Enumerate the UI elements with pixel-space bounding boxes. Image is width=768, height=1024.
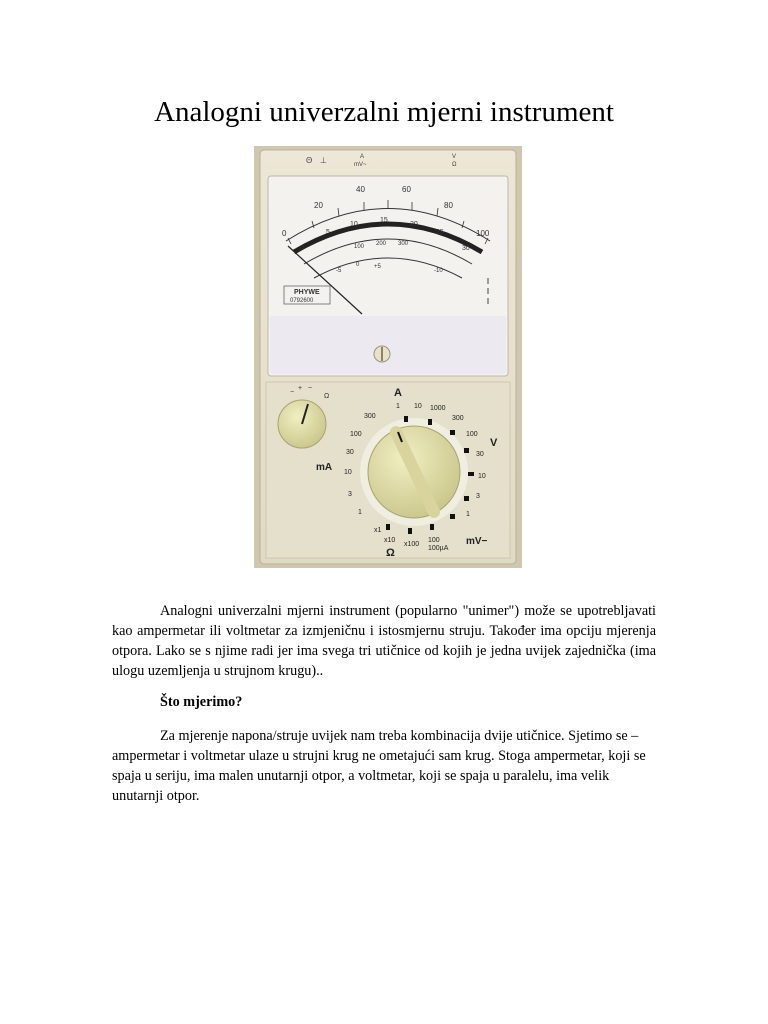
selector-label: ~	[308, 385, 313, 392]
scale-label: -5	[336, 268, 342, 274]
range-label: 30	[476, 451, 484, 458]
scale-label: -10	[434, 268, 443, 274]
selector-label: −	[290, 389, 295, 396]
scale-label: 5	[326, 229, 330, 236]
range-label: 300	[364, 413, 376, 420]
scale-label: 200	[376, 241, 387, 247]
model-number: 0792600	[290, 298, 314, 304]
scale-label: 300	[398, 241, 409, 247]
range-label: 100	[466, 431, 478, 438]
unit-label-a: A	[394, 387, 402, 399]
range-label: 30	[346, 449, 354, 456]
range-label: 10	[478, 473, 486, 480]
range-label: 300	[452, 415, 464, 422]
range-label: 100µA	[428, 545, 449, 552]
range-label: x1	[374, 527, 382, 534]
scale-label: 0	[356, 262, 360, 268]
unit-label-v: V	[490, 437, 498, 449]
paragraph-intro: Analogni univerzalni mjerni instrument (popularno "unimer") može se upotrebljavati kao ampermetar ili voltmetar za izmjeničnu i istosmjernu struju. Također ima opciju mjerenja otpora. Lako se s njime radi jer ima svega tri utičnice od kojih je jedna uvijek zajednička (ima ulogu uzemljenja u strujnom krugu)..	[112, 603, 656, 679]
brand-label: PHYWE	[294, 289, 320, 296]
range-label: 1	[466, 511, 470, 518]
range-label: 1000	[430, 405, 446, 412]
scale-label: 0	[300, 245, 304, 252]
scale-label: 20	[314, 201, 323, 210]
scale-label: 15	[380, 217, 388, 224]
range-label: 1	[358, 509, 362, 516]
terminal-label: mV~	[354, 162, 367, 168]
scale-label: 100	[354, 244, 365, 250]
scale-label: 60	[402, 185, 411, 194]
scale-label: 10	[350, 221, 358, 228]
section-heading: Što mjerimo?	[160, 694, 243, 710]
scale-label: 100	[476, 229, 490, 238]
range-label: 1	[396, 403, 400, 410]
paragraph-measurement: Za mjerenje napona/struje uvijek nam treba kombinacija dvije utičnice. Sjetimo se – ampermetar i voltmetar ulaze u strujni krug ne ometajući sam krug. Stoga ampermetar, koji se spaja u seriju, ima malen unutarnji otpor, a voltmetar, koji se spaja u paralelu, ima velik unutarnji otpor.	[112, 728, 646, 804]
scale-label: 30	[462, 245, 470, 252]
scale-label: 25	[436, 229, 444, 236]
selector-label: Ω	[324, 393, 330, 400]
terminal-label: Ω	[452, 162, 457, 168]
scale-label: 20	[410, 221, 418, 228]
range-label: 10	[344, 469, 352, 476]
terminal-label: V	[452, 154, 457, 160]
range-label: x10	[384, 537, 396, 544]
scale-label: 0	[282, 229, 287, 238]
unit-label-ohm: Ω	[386, 547, 395, 559]
terminal-label: Θ	[306, 156, 313, 165]
document-title: Analogni univerzalni mjerni instrument	[154, 96, 614, 128]
multimeter-photo	[254, 146, 522, 568]
range-label: 100	[350, 431, 362, 438]
range-label: x100	[404, 541, 420, 548]
terminal-label: ⊥	[320, 156, 327, 165]
scale-label: +5	[374, 264, 381, 270]
range-label: 100	[428, 537, 440, 544]
range-label: 3	[348, 491, 352, 498]
scale-label: 40	[356, 185, 365, 194]
scale-label: 80	[444, 201, 453, 210]
range-label: 10	[414, 403, 422, 410]
selector-label: +	[298, 385, 303, 392]
unit-label-ma: mA	[316, 462, 333, 473]
range-label: 3	[476, 493, 480, 500]
unit-label-mv: mV−	[466, 536, 488, 547]
terminal-label: A	[360, 154, 365, 160]
